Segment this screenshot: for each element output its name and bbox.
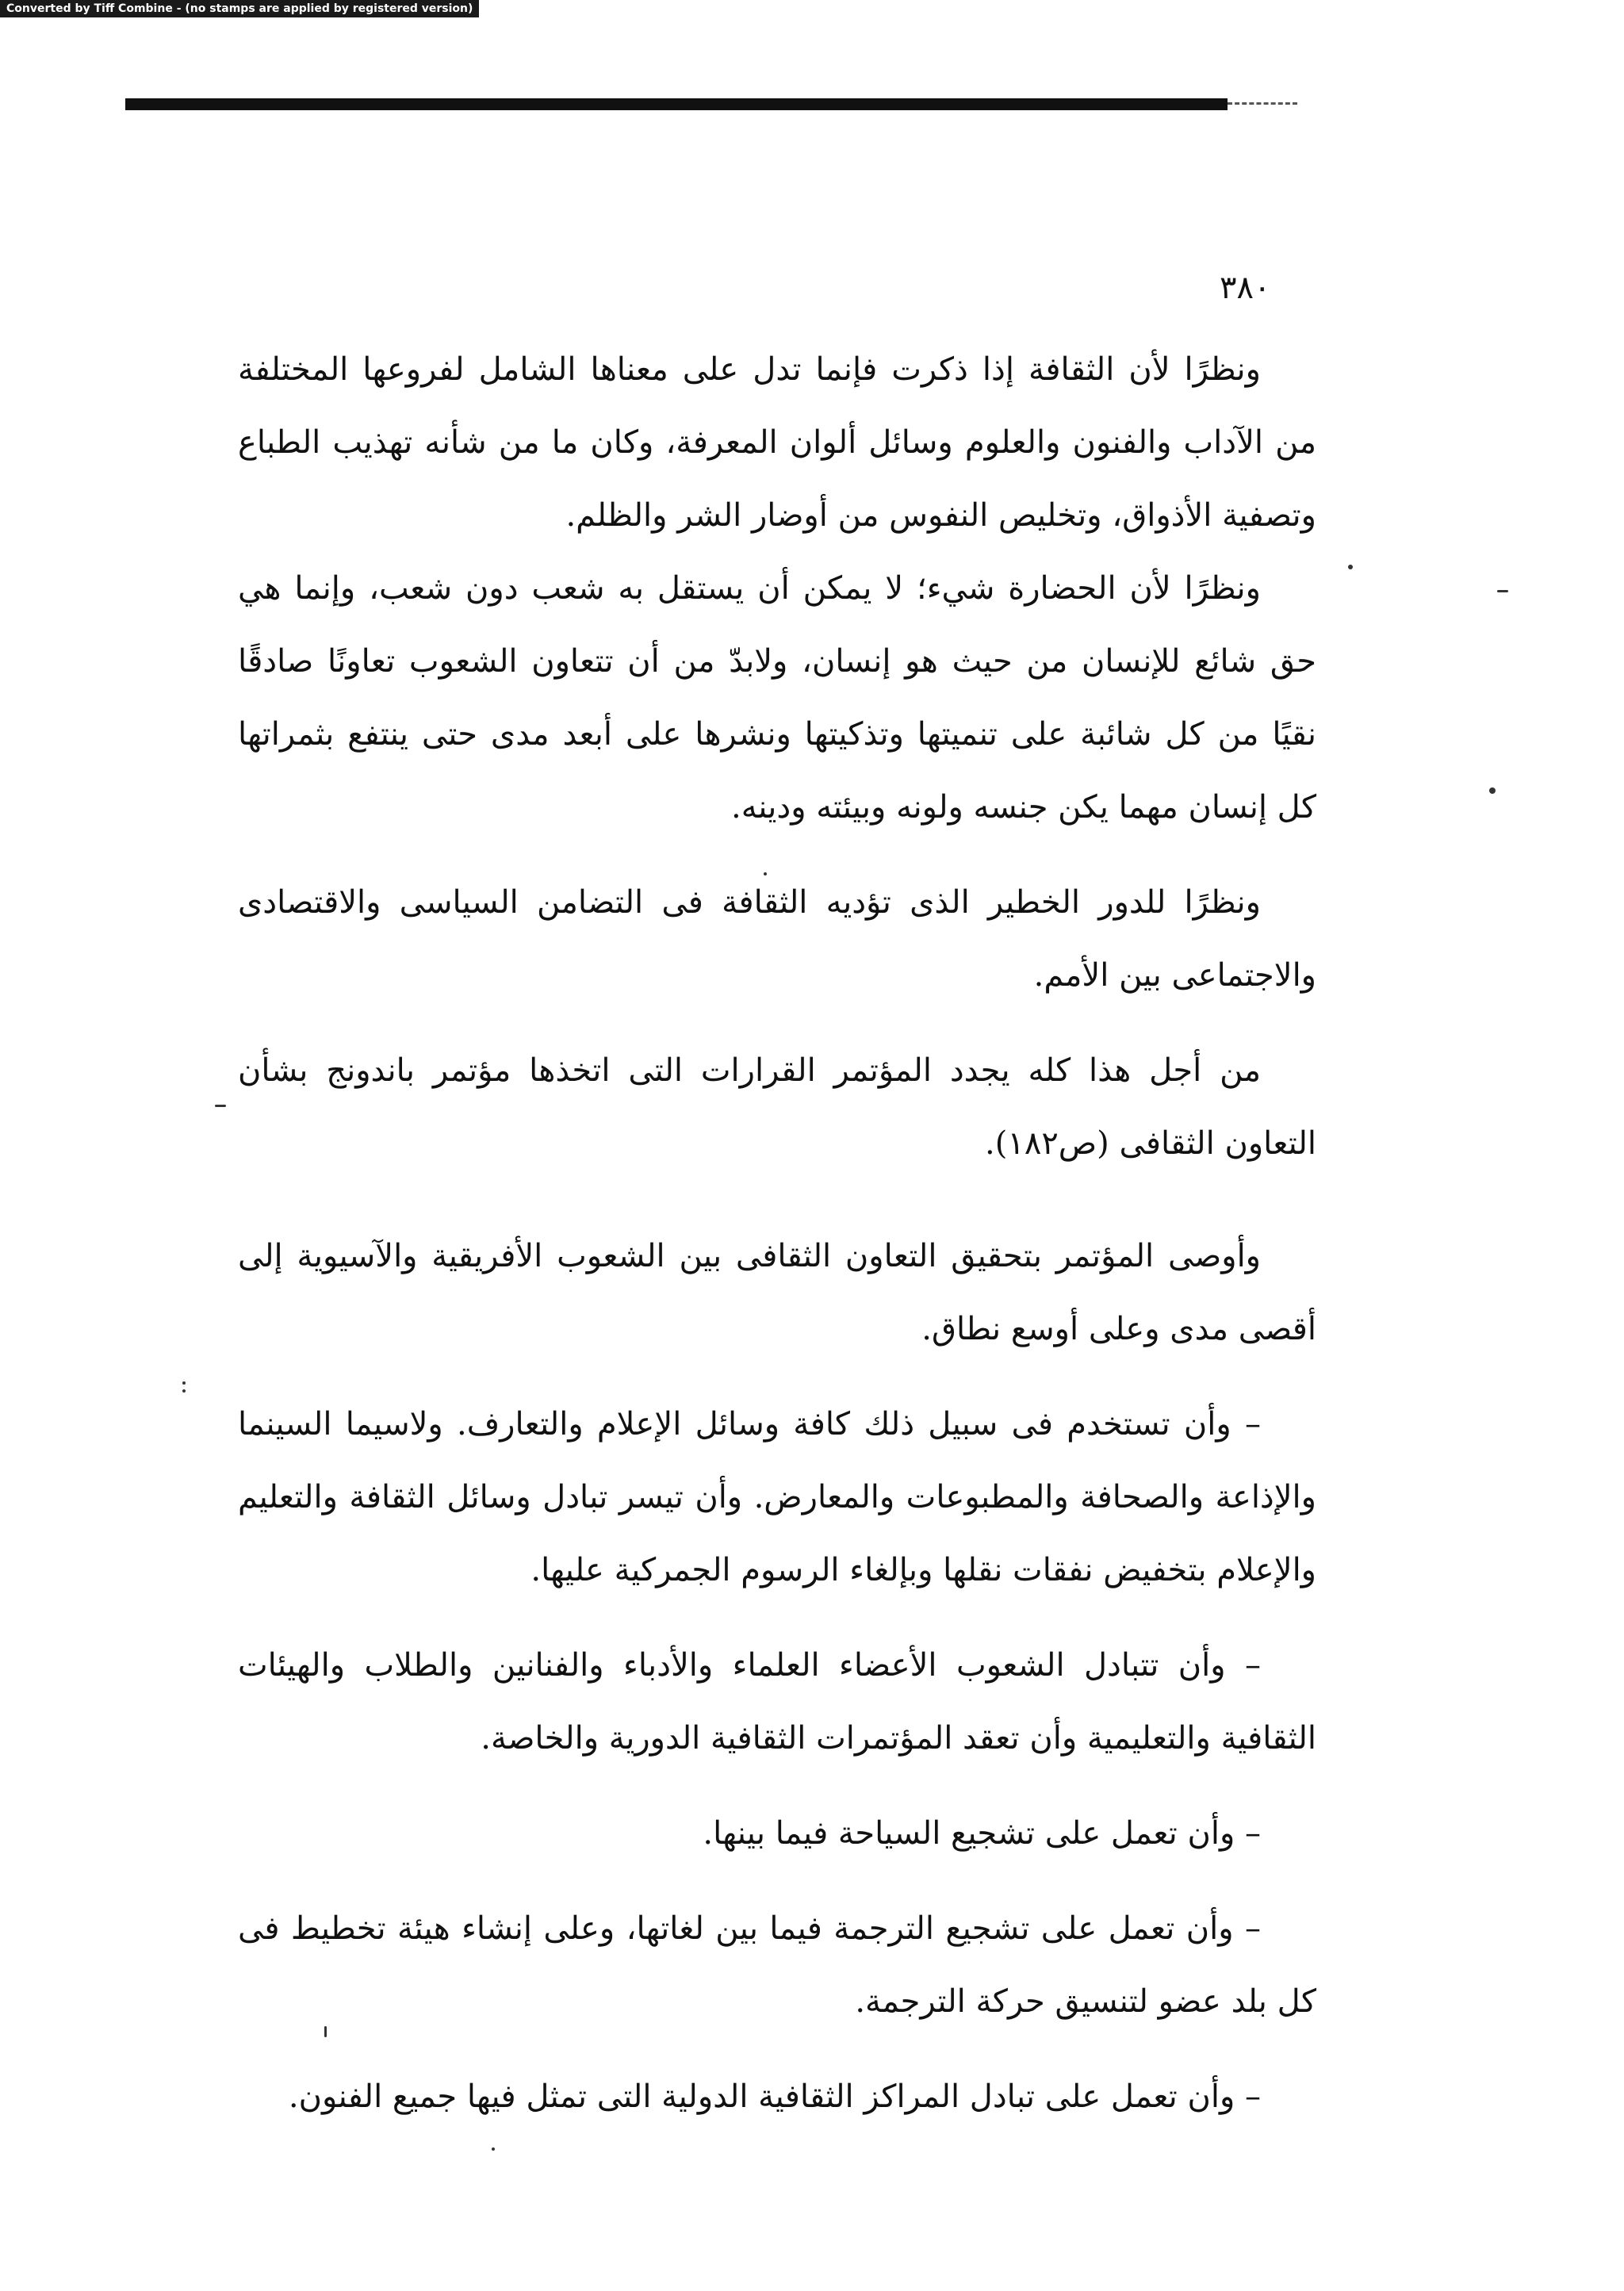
list-item-exchange: – وأن تتبادل الشعوب الأعضاء العلماء والأدباء والفنانين والطلاب والهيئات الثقافية والتعليمية وأن تعقد المؤتمرات الثقافية الدورية والخاصة. <box>238 1647 1316 1757</box>
paragraph-civilization: ونظرًا لأن الحضارة شيء؛ لا يمكن أن يستقل به شعب دون شعب، وإنما هي حق شائع للإنسان من حيث هو إنسان، ولابدّ من أن تتعاون الشعوب تعاونًا صادقًا نقيًا من كل شائبة على تنميتها وتذكيتها ونشرها على أبعد مدى حتى ينتفع بثمراتها كل إنسان مهما يكن جنسه ولونه وبيئته ودينه. <box>238 570 1316 826</box>
page-body <box>238 333 1316 2133</box>
scan-speck <box>215 1105 226 1107</box>
scan-speck <box>1497 590 1508 592</box>
scan-speck <box>182 1389 186 1393</box>
list-item-translation: – وأن تعمل على تشجيع الترجمة فيما بين لغاتها، وعلى إنشاء هيئة تخطيط فى كل بلد عضو لتنسيق حركة الترجمة. <box>238 1910 1316 2020</box>
scan-speck <box>764 872 767 875</box>
paragraph-bandung: من أجل هذا كله يجدد المؤتمر القرارات التى اتخذها مؤتمر باندونج بشأن التعاون الثقافى (ص١٨٢). <box>238 1052 1316 1162</box>
list-item-cultural-centers: – وأن تعمل على تبادل المراكز الثقافية الدولية التى تمثل فيها جميع الفنون. <box>288 2078 1261 2115</box>
paragraph-solidarity: ونظرًا للدور الخطير الذى تؤديه الثقافة فى التضامن السياسى والاقتصادى والاجتماعى بين الأمم. <box>238 884 1316 994</box>
scan-speck <box>1348 565 1353 569</box>
header-rule <box>125 98 1228 110</box>
scan-speck <box>324 2026 327 2037</box>
list-item-media: – وأن تستخدم فى سبيل ذلك كافة وسائل الإعلام والتعارف. ولاسيما السينما والإذاعة والصحافة والمطبوعات والمعارض. وأن تيسر تبادل وسائل الثقافة والتعليم والإعلام بتخفيض نفقات نقلها وبإلغاء الرسوم الجمركية عليها. <box>238 1406 1316 1588</box>
paragraph-recommendation: وأوصى المؤتمر بتحقيق التعاون الثقافى بين الشعوب الأفريقية والآسيوية إلى أقصى مدى وعلى أوسع نطاق. <box>238 1238 1316 1347</box>
list-item-tourism: – وأن تعمل على تشجيع السياحة فيما بينها. <box>703 1815 1261 1852</box>
scan-speck <box>182 1381 186 1385</box>
paragraph-culture: ونظرًا لأن الثقافة إذا ذكرت فإنما تدل على معناها الشامل لفروعها المختلفة من الآداب والفنون والعلوم وسائل ألوان المعرفة، وكان ما من شأنه تهذيب الطباع وتصفية الأذواق، وتخليص النفوس من أوضار الشر والظلم. <box>238 351 1316 534</box>
scan-speck <box>1489 787 1496 794</box>
scan-speck <box>492 2147 495 2151</box>
header-rule-dashed-tail <box>1228 102 1297 105</box>
converter-banner: Converted by Tiff Combine - (no stamps are applied by registered version) <box>0 0 479 17</box>
page-number: ٣٨٠ <box>1220 270 1271 306</box>
